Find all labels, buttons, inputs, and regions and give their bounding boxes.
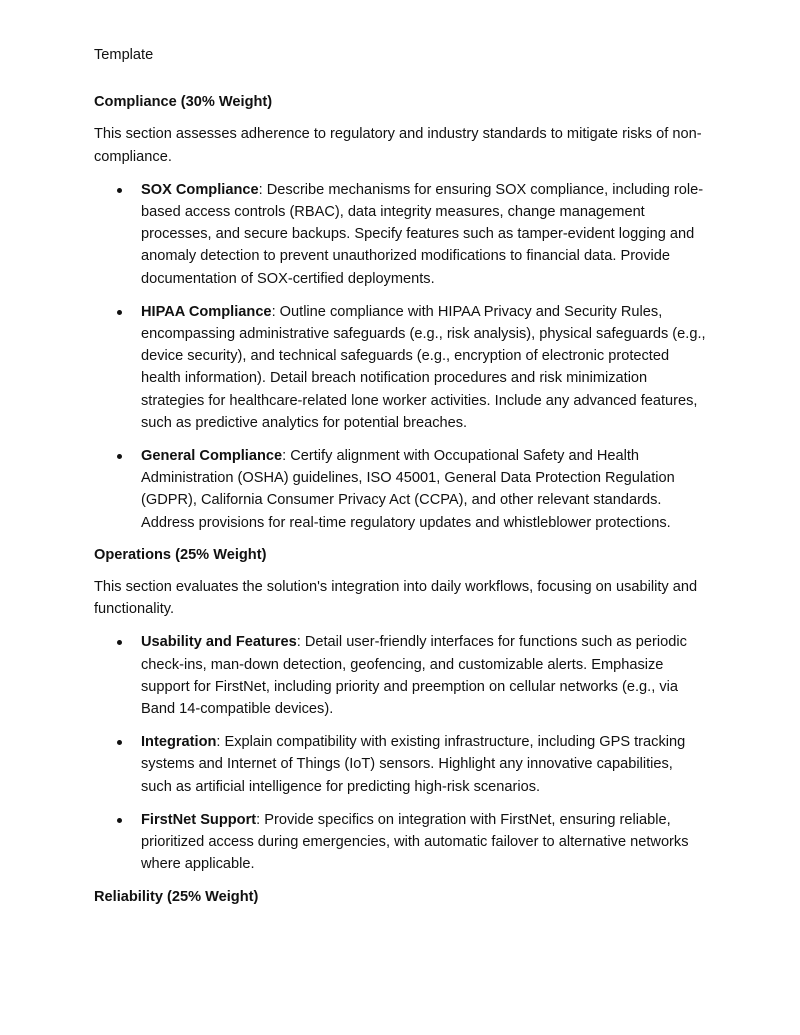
compliance-bullet-list bbox=[94, 179, 706, 534]
bullet-text: : Describe mechanisms for ensuring SOX compliance, including role-based access controls (RBAC), data integrity measures, change management processes, and secure backups. Specify features such as tamper-evident logging and anomaly detection to prevent unauthorized modifications to financial data. Provide documentation of SOX-certified deployments. bbox=[141, 181, 704, 287]
document-page bbox=[94, 44, 706, 918]
bullet-icon bbox=[117, 454, 122, 459]
bullet-term: Integration bbox=[141, 734, 217, 751]
bullet-icon bbox=[117, 740, 122, 745]
template-label: Template bbox=[94, 47, 154, 63]
operations-bullet-list bbox=[94, 631, 706, 875]
section-compliance bbox=[94, 91, 706, 534]
section-intro-operations: This section evaluates the solution's integration into daily workflows, focusing on usability and functionality. bbox=[94, 579, 698, 618]
bullet-text: : Detail user-friendly interfaces for functions such as periodic check-ins, man-down detection, geofencing, and customizable alerts. Emphasize support for FirstNet, including priority and preemption on cellular networks (e.g., via Band 14-compatible devices). bbox=[141, 634, 687, 718]
bullet-icon bbox=[117, 640, 122, 645]
bullet-text: : Provide specifics on integration with FirstNet, ensuring reliable, prioritized access during emergencies, with automatic failover to alternative networks where applicable. bbox=[141, 811, 689, 873]
section-heading-reliability: Reliability (25% Weight) bbox=[94, 888, 259, 905]
bullet-icon bbox=[117, 310, 122, 315]
bullet-term: FirstNet Support bbox=[141, 811, 257, 828]
bullet-text: : Explain compatibility with existing infrastructure, including GPS tracking systems and Internet of Things (IoT) sensors. Highlight any innovative capabilities, such as artificial intelligence for predicting high-risk scenarios. bbox=[141, 734, 686, 795]
bullet-icon bbox=[117, 188, 122, 193]
section-reliability bbox=[94, 886, 706, 908]
list-item-firstnet-support bbox=[94, 809, 706, 876]
bullet-term: General Compliance bbox=[141, 448, 283, 465]
bullet-term: Usability and Features bbox=[141, 634, 297, 651]
section-heading-compliance: Compliance (30% Weight) bbox=[94, 94, 273, 111]
section-intro-compliance: This section assesses adherence to regulatory and industry standards to mitigate risks of non-compliance. bbox=[94, 126, 702, 165]
bullet-text: : Outline compliance with HIPAA Privacy and Security Rules, encompassing administrative safeguards (e.g., risk analysis), physical safeguards (e.g., device security), and technical safeguards (e.g., encryption of electronic protected health information). Detail breach notification procedures and risk minimization strategies for healthcare-related lone worker activities. Include any advanced features, such as predictive analytics for potential breaches. bbox=[141, 303, 706, 431]
bullet-text: : Certify alignment with Occupational Safety and Health Administration (OSHA) guidelines, ISO 45001, General Data Protection Regulation (GDPR), California Consumer Privacy Act (CCPA), and other relevant standards. Address provisions for real-time regulatory updates and whistleblower protections. bbox=[141, 448, 675, 531]
list-item-usability-and-features bbox=[94, 631, 706, 720]
list-item-hipaa-compliance bbox=[94, 301, 706, 434]
bullet-term: SOX Compliance bbox=[141, 181, 259, 198]
bullet-term: HIPAA Compliance bbox=[141, 303, 272, 320]
bullet-icon bbox=[117, 818, 122, 823]
section-heading-operations: Operations (25% Weight) bbox=[94, 546, 267, 563]
list-item-sox-compliance bbox=[94, 179, 706, 290]
list-item-general-compliance bbox=[94, 445, 706, 534]
list-item-integration bbox=[94, 731, 706, 798]
section-operations bbox=[94, 544, 706, 876]
